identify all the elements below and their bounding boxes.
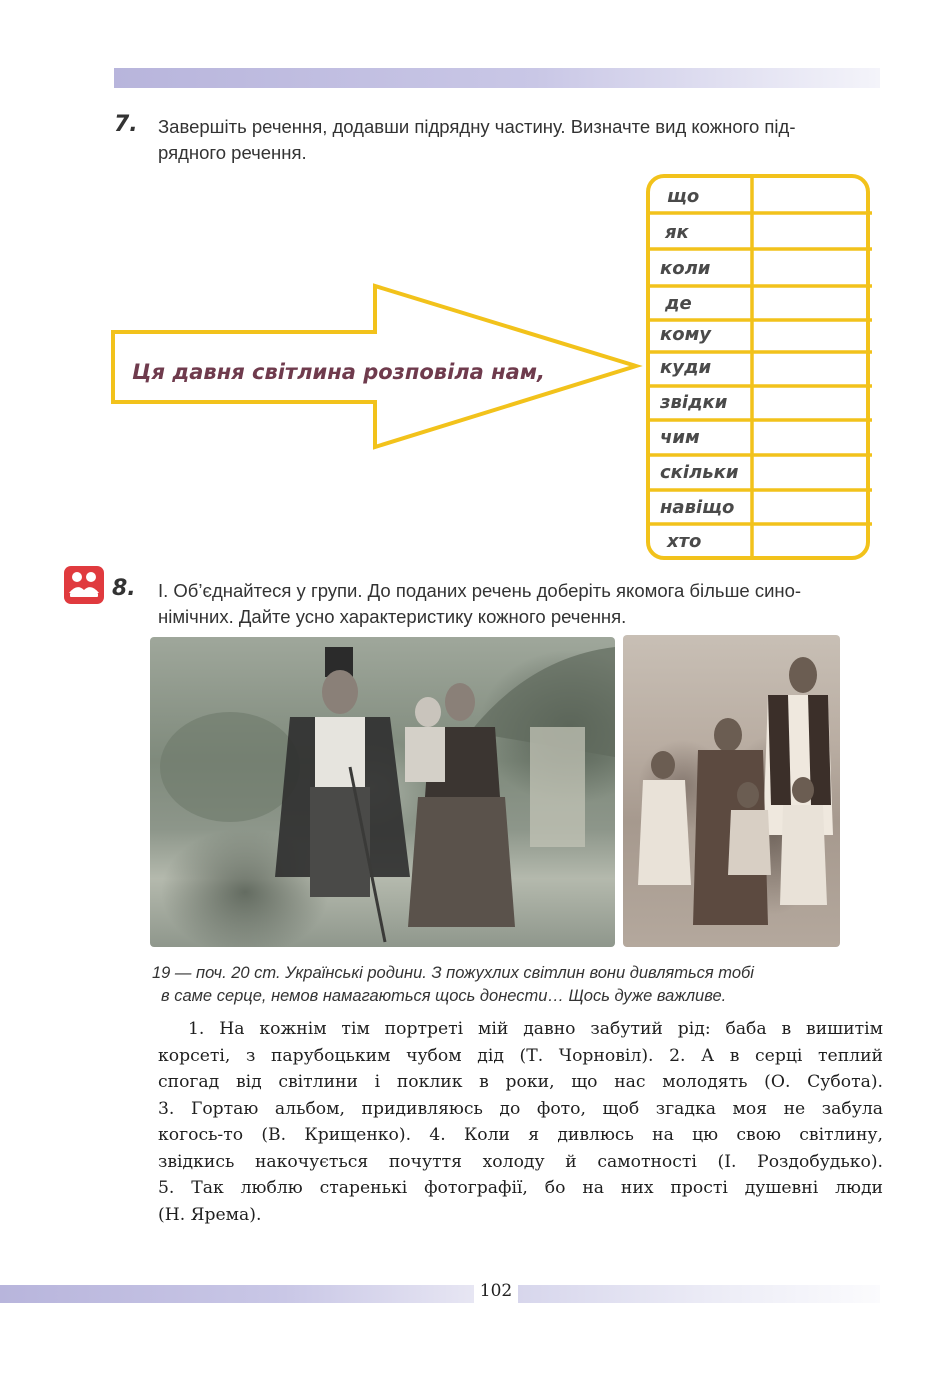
- quoted-sentences: [158, 1016, 883, 1228]
- task-8-line-1: І. Об’єднайтеся у групи. До поданих речень доберіть якомога більше сино-: [158, 580, 802, 601]
- task-8-number: 8.: [112, 576, 136, 601]
- sentence-line: звідкись накочується почуття холоду й самотності (І. Роздобудько).: [158, 1151, 883, 1172]
- footer-band-right: [518, 1285, 880, 1303]
- arrow-sentence: Ця давня світлина розповіла нам,: [132, 360, 545, 384]
- photo-caption: [152, 962, 872, 1008]
- family-photo-2: [623, 635, 840, 947]
- group-work-icon: [64, 566, 104, 604]
- sentence-line: 1. На кожнім тім портреті мій давно забутий рід: баба в вишитім: [188, 1019, 883, 1039]
- arrow-table-diagram: [0, 0, 952, 620]
- sentence-line: когось-то (В. Крищенко). 4. Коли я дивлюсь на цю свою світлину,: [158, 1125, 883, 1145]
- caption-line-2: в саме серце, немов намагаються щось донести… Щось дуже важливе.: [161, 987, 727, 1005]
- sentence-line: 5. Так люблю старенькі фотографії, бо на них прості душевні люди: [158, 1178, 883, 1198]
- conjunction-cell: чим: [660, 427, 700, 448]
- conjunction-cell: навіщо: [660, 497, 735, 518]
- task-7-number: 7.: [114, 112, 138, 137]
- conjunction-cell: хто: [667, 531, 702, 552]
- caption-line-1: 19 — поч. 20 ст. Українські родини. З пожухлих світлин вони дивляться тобі: [152, 964, 754, 982]
- family-photo-1: [150, 637, 615, 947]
- sentence-line: спогад від світлини і поклик в роки, що нас молодять (О. Субота).: [158, 1072, 883, 1092]
- task-8-line-2: німічних. Дайте усно характеристику кожного речення.: [158, 606, 627, 627]
- conjunction-cell: як: [665, 222, 689, 243]
- sentence-line: 3. Гортаю альбом, придивляюсь до фото, щоб згадка моя не забула: [158, 1098, 883, 1119]
- conjunction-cell: скільки: [660, 462, 739, 483]
- conjunction-cell: звідки: [660, 392, 728, 413]
- conjunction-cell: що: [667, 186, 700, 207]
- task-7-line-2: рядного речення.: [158, 142, 307, 163]
- footer-band-left: [0, 1285, 474, 1303]
- sentence-line: (Н. Ярема).: [158, 1204, 262, 1225]
- conjunction-cell: де: [665, 293, 692, 314]
- conjunction-cell: куди: [660, 357, 712, 378]
- task-7-line-1: Завершіть речення, додавши підрядну частину. Визначте вид кожного під-: [158, 116, 796, 137]
- conjunction-cell: коли: [660, 258, 711, 279]
- task-8-instructions: [158, 578, 883, 630]
- page-number: 102: [479, 1281, 513, 1301]
- conjunction-cell: кому: [660, 324, 712, 345]
- sentence-line: корсеті, з парубоцьким чубом дід (Т. Чорновіл). 2. А в серці теплий: [158, 1045, 883, 1066]
